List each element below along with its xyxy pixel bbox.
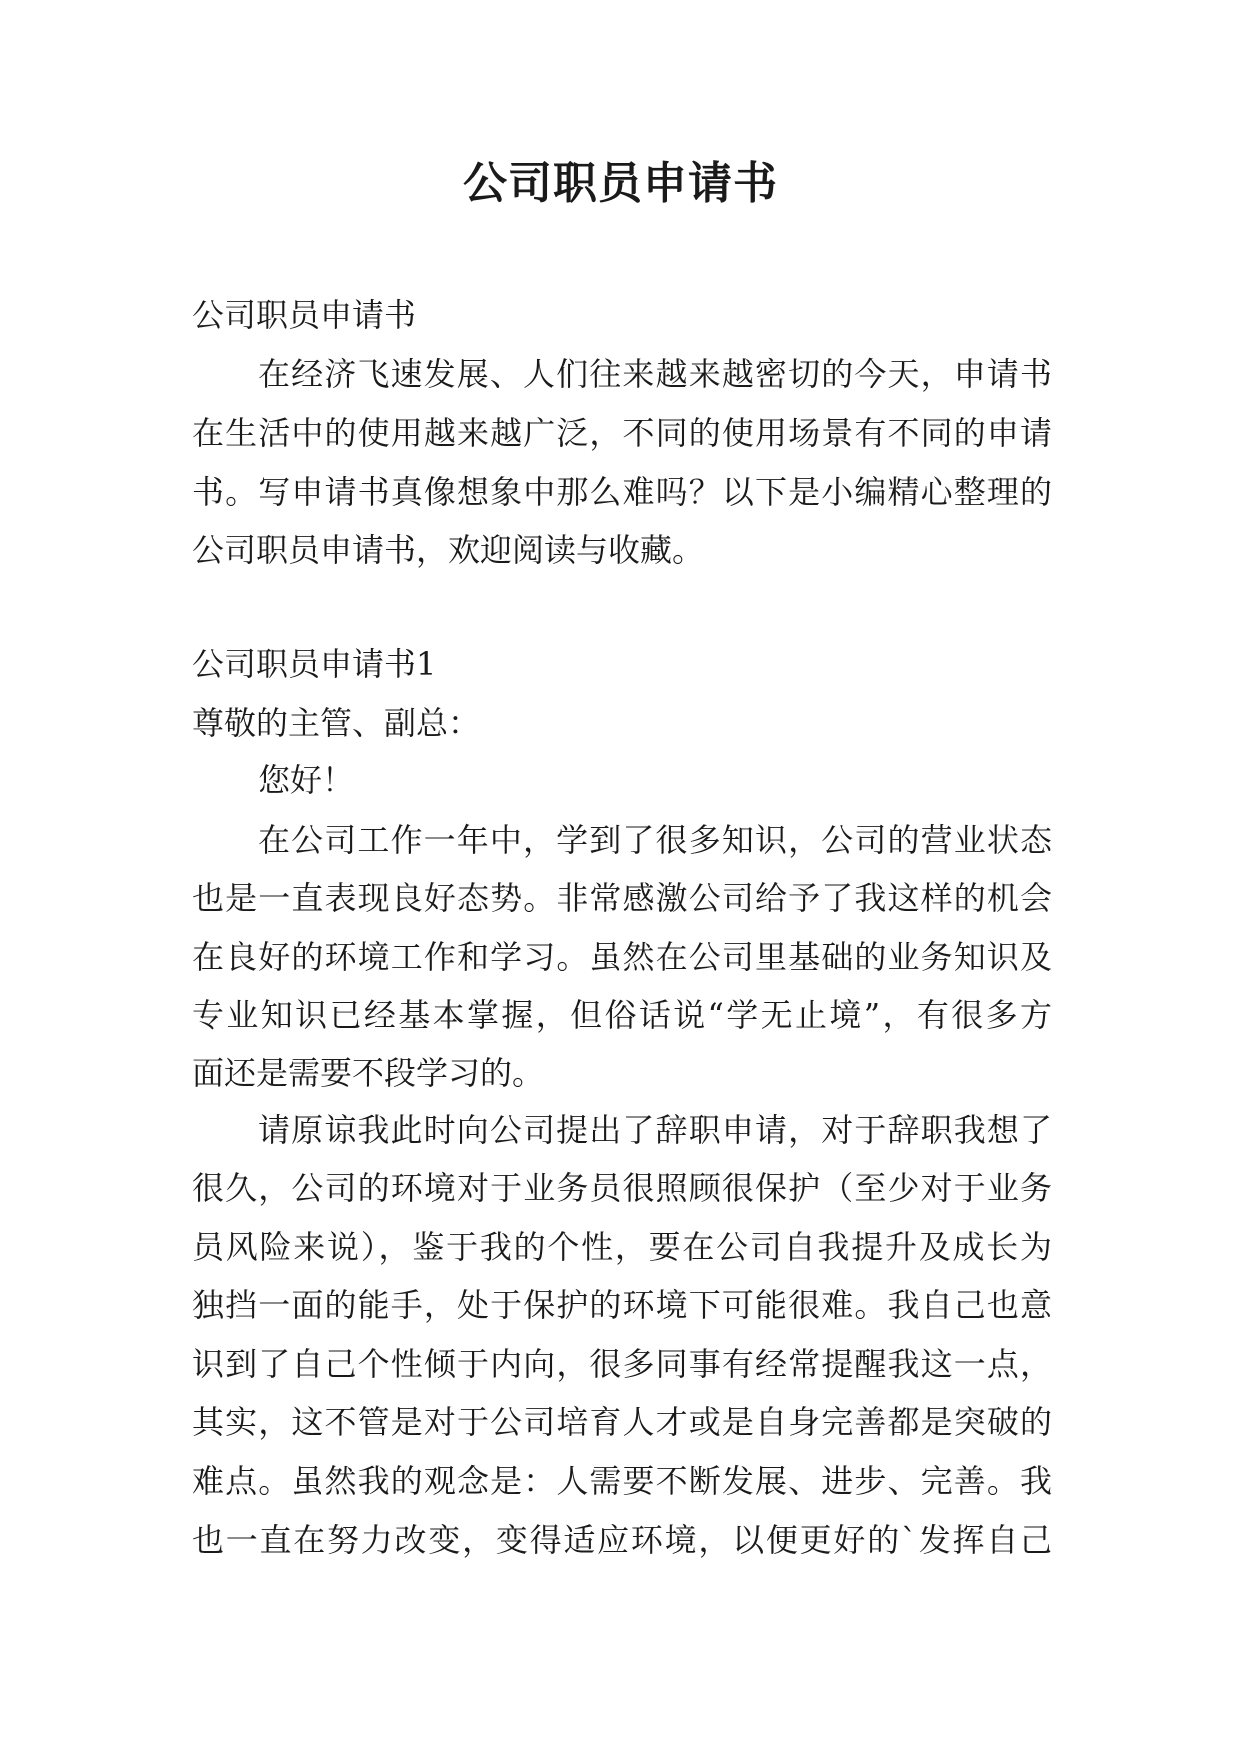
document-title: 公司职员申请书 [463,158,778,209]
salutation: 尊敬的主管、副总： [192,704,481,742]
body-paragraph-line: 其实，这不管是对于公司培育人才或是自身完善都是突破的 [192,1403,1052,1441]
body-paragraph-line: 独挡一面的能手，处于保护的环境下可能很难。我自己也意 [192,1286,1052,1324]
section-heading: 公司职员申请书1 [192,645,437,683]
intro-paragraph-line: 在经济飞速发展、人们往来越来越密切的今天，申请书 [258,355,1052,393]
body-paragraph-line: 在良好的环境工作和学习。虽然在公司里基础的业务知识及 [192,938,1052,976]
body-paragraph-line: 面还是需要不段学习的。 [192,1054,545,1092]
body-paragraph-line: 专业知识已经基本掌握，但俗话说“学无止境”，有很多方 [192,996,1052,1034]
intro-paragraph-line: 书。写申请书真像想象中那么难吗？以下是小编精心整理的 [192,473,1052,511]
body-paragraph-line: 也一直在努力改变，变得适应环境，以便更好的`发挥自己 [192,1521,1052,1559]
intro-heading: 公司职员申请书 [192,296,417,334]
body-paragraph-line: 很久，公司的环境对于业务员很照顾很保护（至少对于业务 [192,1169,1052,1207]
body-paragraph-line: 在公司工作一年中，学到了很多知识，公司的营业状态 [258,821,1052,859]
body-paragraph-line: 识到了自己个性倾于内向，很多同事有经常提醒我这一点， [192,1345,1052,1383]
intro-paragraph-line: 公司职员申请书，欢迎阅读与收藏。 [192,531,705,569]
body-paragraph-line: 也是一直表现良好态势。非常感激公司给予了我这样的机会 [192,879,1052,917]
body-paragraph-line: 难点。虽然我的观念是：人需要不断发展、进步、完善。我 [192,1462,1052,1500]
body-paragraph-line: 请原谅我此时向公司提出了辞职申请，对于辞职我想了 [258,1111,1052,1149]
body-paragraph-line: 员风险来说），鉴于我的个性，要在公司自我提升及成长为 [192,1228,1052,1266]
intro-paragraph-line: 在生活中的使用越来越广泛，不同的使用场景有不同的申请 [192,414,1052,452]
greeting: 您好！ [258,761,355,799]
